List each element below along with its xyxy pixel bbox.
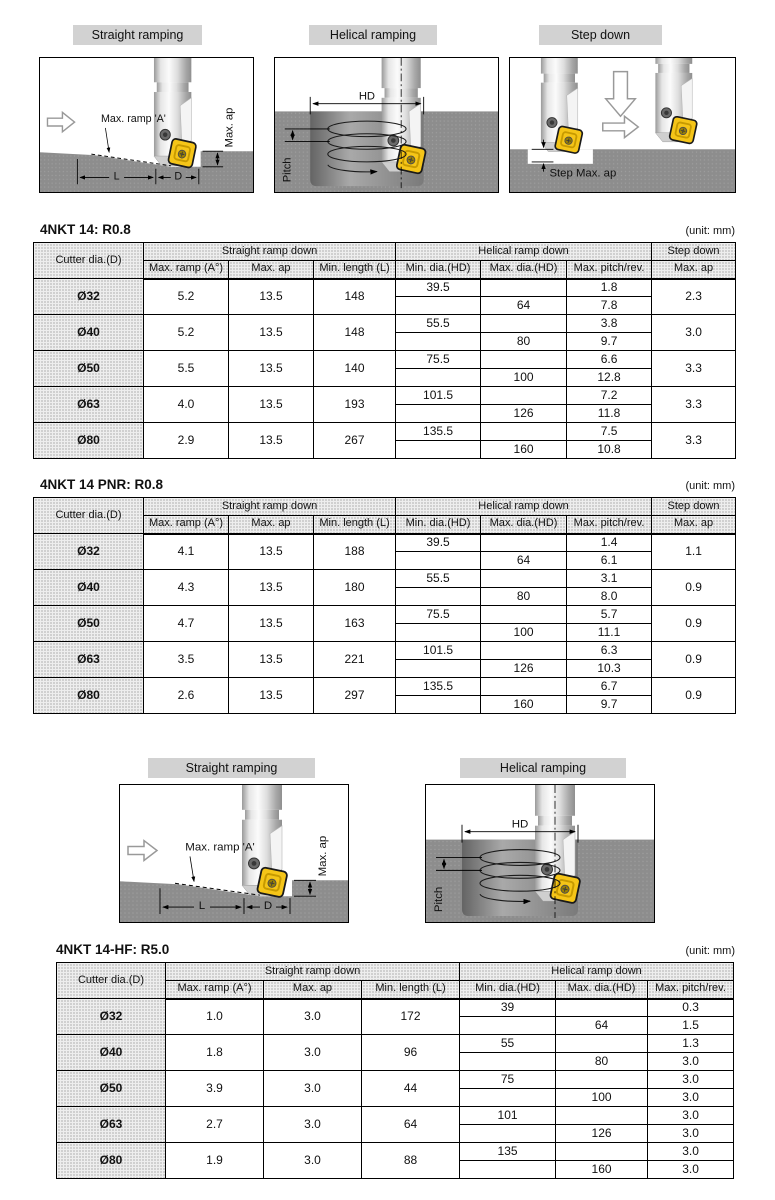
figure-label-helical-ramping <box>309 25 437 45</box>
figure-label-text: Step down <box>570 28 631 42</box>
max-ap-cell: 13.5 <box>229 534 314 570</box>
max-dia-cell: 80 <box>481 588 567 606</box>
col-header-cutter-dia: Cutter dia.(D) <box>57 963 166 999</box>
table2-title-row <box>40 477 735 492</box>
dim-label-L: L <box>198 900 206 913</box>
col-group-straight-ramp: Straight ramp down <box>144 243 396 261</box>
max-pitch-cell: 9.7 <box>567 696 652 714</box>
figure-label-text: Helical ramping <box>499 761 587 775</box>
step-max-ap-cell: 3.3 <box>652 423 736 459</box>
max-ramp-cell: 5.5 <box>144 351 229 387</box>
cutter-dia-cell: Ø32 <box>34 279 144 315</box>
table-row <box>57 1035 734 1053</box>
max-ap-cell: 13.5 <box>229 678 314 714</box>
figure-label-step-down <box>539 25 662 45</box>
table-row <box>57 1071 734 1089</box>
dim-label-max-ramp: Max. ramp 'A' <box>100 112 166 126</box>
max-ramp-cell: 4.0 <box>144 387 229 423</box>
min-length-cell: 221 <box>314 642 396 678</box>
max-pitch-cell: 6.6 <box>567 351 652 369</box>
max-ap-cell: 13.5 <box>229 351 314 387</box>
min-length-cell: 172 <box>362 999 460 1035</box>
straight-ramping-figure <box>39 57 254 193</box>
table-row <box>57 1107 734 1125</box>
spec-table <box>33 497 736 714</box>
min-dia-cell <box>460 1089 556 1107</box>
max-ramp-cell: 5.2 <box>144 315 229 351</box>
max-pitch-cell: 9.7 <box>567 333 652 351</box>
dim-label-pitch: Pitch <box>432 886 446 913</box>
max-ramp-cell: 4.1 <box>144 534 229 570</box>
cutter-dia-cell: Ø80 <box>34 423 144 459</box>
figure-label-helical-ramping-hf <box>460 758 626 778</box>
max-ap-cell: 3.0 <box>264 1143 362 1179</box>
max-pitch-cell: 3.0 <box>648 1143 734 1161</box>
cutter-dia-cell: Ø40 <box>34 570 144 606</box>
cutter-dia-cell: Ø40 <box>57 1035 166 1071</box>
max-pitch-cell: 10.3 <box>567 660 652 678</box>
min-length-cell: 188 <box>314 534 396 570</box>
table-title: 4NKT 14-HF: R5.0 <box>56 942 170 957</box>
max-dia-cell <box>481 534 567 552</box>
max-dia-cell: 160 <box>556 1161 648 1179</box>
min-dia-cell <box>460 1125 556 1143</box>
dim-label-L: L <box>113 170 120 183</box>
helical-ramping-figure <box>274 57 499 193</box>
min-dia-cell: 135.5 <box>396 678 481 696</box>
max-dia-cell: 126 <box>556 1125 648 1143</box>
col-group-straight-ramp: Straight ramp down <box>166 963 460 981</box>
max-pitch-cell: 1.3 <box>648 1035 734 1053</box>
max-pitch-cell: 5.7 <box>567 606 652 624</box>
min-length-cell: 140 <box>314 351 396 387</box>
max-dia-cell: 64 <box>556 1017 648 1035</box>
max-pitch-cell: 3.0 <box>648 1089 734 1107</box>
max-pitch-cell: 12.8 <box>567 369 652 387</box>
max-ramp-cell: 2.7 <box>166 1107 264 1143</box>
min-length-cell: 267 <box>314 423 396 459</box>
table-title: 4NKT 14: R0.8 <box>40 222 131 237</box>
max-pitch-cell: 0.3 <box>648 999 734 1017</box>
col-group-helical-ramp: Helical ramp down <box>396 243 652 261</box>
max-dia-cell: 64 <box>481 297 567 315</box>
table-row <box>34 315 736 333</box>
col-header-max-pitch: Max. pitch/rev. <box>648 981 734 999</box>
col-header-min-length: Min. length (L) <box>362 981 460 999</box>
col-header-max-ramp: Max. ramp (A°) <box>144 261 229 279</box>
max-pitch-cell: 7.8 <box>567 297 652 315</box>
table-row <box>57 999 734 1017</box>
table-row <box>34 387 736 405</box>
step-max-ap-cell: 3.0 <box>652 315 736 351</box>
max-dia-cell <box>481 279 567 297</box>
min-dia-cell <box>396 369 481 387</box>
min-dia-cell <box>396 297 481 315</box>
max-pitch-cell: 3.1 <box>567 570 652 588</box>
table-row <box>34 606 736 624</box>
min-length-cell: 148 <box>314 279 396 315</box>
max-pitch-cell: 3.0 <box>648 1071 734 1089</box>
max-pitch-cell: 11.8 <box>567 405 652 423</box>
max-dia-cell <box>556 1107 648 1125</box>
max-ramp-cell: 4.3 <box>144 570 229 606</box>
min-dia-cell <box>396 441 481 459</box>
step-max-ap-cell: 1.1 <box>652 534 736 570</box>
spec-table-4nkt14 <box>33 242 735 459</box>
col-header-max-ramp: Max. ramp (A°) <box>144 516 229 534</box>
max-ap-cell: 13.5 <box>229 315 314 351</box>
max-ap-cell: 3.0 <box>264 1107 362 1143</box>
table-row <box>34 279 736 297</box>
cutter-dia-cell: Ø40 <box>34 315 144 351</box>
max-ap-cell: 13.5 <box>229 606 314 642</box>
cutter-dia-cell: Ø80 <box>34 678 144 714</box>
max-pitch-cell: 10.8 <box>567 441 652 459</box>
cutter-step-art <box>510 58 735 192</box>
figure-label-text: Helical ramping <box>329 28 417 42</box>
max-pitch-cell: 8.0 <box>567 588 652 606</box>
min-dia-cell <box>396 660 481 678</box>
min-dia-cell: 101 <box>460 1107 556 1125</box>
step-max-ap-cell: 3.3 <box>652 387 736 423</box>
max-pitch-cell: 11.1 <box>567 624 652 642</box>
dim-label-max-ap: Max. ap <box>316 835 330 877</box>
dim-label-max-ap: Max. ap <box>223 107 236 148</box>
col-header-max-dia: Max. dia.(HD) <box>481 261 567 279</box>
min-dia-cell: 39.5 <box>396 534 481 552</box>
max-ramp-cell: 2.9 <box>144 423 229 459</box>
dim-label-D: D <box>174 170 183 183</box>
cutter-helix-art <box>426 785 654 922</box>
max-pitch-cell: 3.0 <box>648 1125 734 1143</box>
min-dia-cell: 75.5 <box>396 351 481 369</box>
max-ap-cell: 13.5 <box>229 279 314 315</box>
spec-table <box>56 962 734 1179</box>
dim-label-max-ramp: Max. ramp 'A' <box>185 841 255 854</box>
min-dia-cell <box>460 1017 556 1035</box>
max-pitch-cell: 3.8 <box>567 315 652 333</box>
min-length-cell: 96 <box>362 1035 460 1071</box>
max-dia-cell: 126 <box>481 405 567 423</box>
cutter-dia-cell: Ø32 <box>34 534 144 570</box>
min-length-cell: 148 <box>314 315 396 351</box>
step-max-ap-cell: 0.9 <box>652 642 736 678</box>
dim-label-HD: HD <box>358 90 376 103</box>
figure-label-text: Straight ramping <box>91 28 184 42</box>
dim-label-D: D <box>263 900 273 913</box>
table-row <box>34 570 736 588</box>
col-header-min-length: Min. length (L) <box>314 261 396 279</box>
max-dia-cell <box>481 387 567 405</box>
dim-label-step-max-ap: Step Max. ap <box>549 167 617 180</box>
table-title: 4NKT 14 PNR: R0.8 <box>40 477 164 492</box>
spec-table-4nkt14pnr <box>33 497 735 714</box>
max-dia-cell: 100 <box>556 1089 648 1107</box>
max-dia-cell: 80 <box>556 1053 648 1071</box>
col-header-min-dia: Min. dia.(HD) <box>460 981 556 999</box>
table-row <box>34 423 736 441</box>
table-row <box>34 351 736 369</box>
cutter-dia-cell: Ø50 <box>57 1071 166 1107</box>
max-dia-cell: 64 <box>481 552 567 570</box>
col-header-cutter-dia: Cutter dia.(D) <box>34 243 144 279</box>
max-ramp-cell: 2.6 <box>144 678 229 714</box>
max-dia-cell: 100 <box>481 369 567 387</box>
min-dia-cell: 55.5 <box>396 315 481 333</box>
max-dia-cell: 160 <box>481 696 567 714</box>
max-pitch-cell: 1.8 <box>567 279 652 297</box>
max-pitch-cell: 3.0 <box>648 1107 734 1125</box>
unit-label: (unit: mm) <box>685 945 735 957</box>
max-ramp-cell: 1.0 <box>166 999 264 1035</box>
cutter-dia-cell: Ø50 <box>34 606 144 642</box>
unit-label: (unit: mm) <box>685 225 735 237</box>
max-dia-cell <box>481 606 567 624</box>
max-ramp-cell: 1.8 <box>166 1035 264 1071</box>
min-dia-cell: 75.5 <box>396 606 481 624</box>
max-pitch-cell: 6.3 <box>567 642 652 660</box>
straight-ramping-diagram <box>40 58 253 192</box>
col-group-step-down: Step down <box>652 498 736 516</box>
min-dia-cell: 101.5 <box>396 642 481 660</box>
max-dia-cell <box>556 1035 648 1053</box>
min-dia-cell: 75 <box>460 1071 556 1089</box>
col-group-straight-ramp: Straight ramp down <box>144 498 396 516</box>
max-dia-cell: 80 <box>481 333 567 351</box>
min-length-cell: 193 <box>314 387 396 423</box>
max-dia-cell: 126 <box>481 660 567 678</box>
step-max-ap-cell: 0.9 <box>652 678 736 714</box>
min-dia-cell: 39.5 <box>396 279 481 297</box>
max-pitch-cell: 3.0 <box>648 1053 734 1071</box>
max-dia-cell <box>481 678 567 696</box>
col-group-helical-ramp: Helical ramp down <box>460 963 734 981</box>
max-dia-cell <box>481 315 567 333</box>
max-pitch-cell: 1.4 <box>567 534 652 552</box>
min-dia-cell: 135.5 <box>396 423 481 441</box>
cutter-dia-cell: Ø63 <box>57 1107 166 1143</box>
max-ramp-cell: 5.2 <box>144 279 229 315</box>
helical-ramping-diagram <box>426 785 654 922</box>
min-length-cell: 297 <box>314 678 396 714</box>
min-dia-cell <box>396 333 481 351</box>
col-header-max-dia: Max. dia.(HD) <box>556 981 648 999</box>
max-ramp-cell: 1.9 <box>166 1143 264 1179</box>
max-dia-cell: 100 <box>481 624 567 642</box>
max-pitch-cell: 6.1 <box>567 552 652 570</box>
straight-ramping-figure-hf <box>119 784 349 923</box>
max-dia-cell <box>481 642 567 660</box>
table-row <box>34 642 736 660</box>
max-ap-cell: 13.5 <box>229 642 314 678</box>
col-group-step-down: Step down <box>652 243 736 261</box>
col-header-min-dia: Min. dia.(HD) <box>396 261 481 279</box>
straight-ramping-diagram <box>120 785 348 922</box>
step-max-ap-cell: 2.3 <box>652 279 736 315</box>
min-length-cell: 163 <box>314 606 396 642</box>
max-ap-cell: 13.5 <box>229 570 314 606</box>
max-ramp-cell: 4.7 <box>144 606 229 642</box>
min-dia-cell <box>396 588 481 606</box>
min-dia-cell: 135 <box>460 1143 556 1161</box>
min-length-cell: 180 <box>314 570 396 606</box>
max-ap-cell: 13.5 <box>229 423 314 459</box>
cutter-dia-cell: Ø63 <box>34 387 144 423</box>
step-down-figure <box>509 57 736 193</box>
table-row <box>57 1143 734 1161</box>
col-header-max-ap: Max. ap <box>229 516 314 534</box>
col-header-max-pitch: Max. pitch/rev. <box>567 516 652 534</box>
cutter-dia-cell: Ø50 <box>34 351 144 387</box>
min-dia-cell: 39 <box>460 999 556 1017</box>
max-dia-cell <box>481 423 567 441</box>
max-ap-cell: 3.0 <box>264 1071 362 1107</box>
col-header-max-ap: Max. ap <box>229 261 314 279</box>
min-length-cell: 88 <box>362 1143 460 1179</box>
table-row <box>34 534 736 552</box>
min-dia-cell <box>460 1053 556 1071</box>
col-header-max-pitch: Max. pitch/rev. <box>567 261 652 279</box>
cutter-dia-cell: Ø32 <box>57 999 166 1035</box>
max-ramp-cell: 3.9 <box>166 1071 264 1107</box>
max-dia-cell <box>556 1143 648 1161</box>
dim-label-pitch: Pitch <box>281 157 294 183</box>
col-header-min-length: Min. length (L) <box>314 516 396 534</box>
min-dia-cell <box>396 624 481 642</box>
table1-title-row <box>40 222 735 237</box>
max-dia-cell: 160 <box>481 441 567 459</box>
figure-label-straight-ramping <box>73 25 202 45</box>
max-ap-cell: 3.0 <box>264 1035 362 1071</box>
step-down-diagram <box>510 58 735 192</box>
table-row <box>34 678 736 696</box>
max-pitch-cell: 7.5 <box>567 423 652 441</box>
col-header-max-ramp: Max. ramp (A°) <box>166 981 264 999</box>
max-pitch-cell: 1.5 <box>648 1017 734 1035</box>
figure-label-text: Straight ramping <box>185 761 278 775</box>
col-header-max-ap: Max. ap <box>264 981 362 999</box>
min-dia-cell <box>396 552 481 570</box>
min-length-cell: 64 <box>362 1107 460 1143</box>
cutter-dia-cell: Ø80 <box>57 1143 166 1179</box>
dim-label-HD: HD <box>511 818 529 831</box>
spec-table-4nkt14hf <box>56 962 733 1179</box>
min-length-cell: 44 <box>362 1071 460 1107</box>
step-max-ap-cell: 0.9 <box>652 606 736 642</box>
max-dia-cell <box>481 351 567 369</box>
cutter-helix-art <box>275 58 498 192</box>
col-header-step-max-ap: Max. ap <box>652 516 736 534</box>
figure-label-straight-ramping-hf <box>148 758 315 778</box>
max-pitch-cell: 3.0 <box>648 1161 734 1179</box>
col-header-step-max-ap: Max. ap <box>652 261 736 279</box>
step-max-ap-cell: 3.3 <box>652 351 736 387</box>
max-ramp-cell: 3.5 <box>144 642 229 678</box>
col-header-min-dia: Min. dia.(HD) <box>396 516 481 534</box>
col-group-helical-ramp: Helical ramp down <box>396 498 652 516</box>
max-ap-cell: 13.5 <box>229 387 314 423</box>
min-dia-cell <box>396 405 481 423</box>
helical-ramping-figure-hf <box>425 784 655 923</box>
unit-label: (unit: mm) <box>685 480 735 492</box>
max-ap-cell: 3.0 <box>264 999 362 1035</box>
max-dia-cell <box>481 570 567 588</box>
step-max-ap-cell: 0.9 <box>652 570 736 606</box>
spec-table <box>33 242 736 459</box>
min-dia-cell <box>460 1161 556 1179</box>
min-dia-cell: 101.5 <box>396 387 481 405</box>
helical-ramping-diagram <box>275 58 498 192</box>
min-dia-cell: 55 <box>460 1035 556 1053</box>
max-dia-cell <box>556 999 648 1017</box>
max-pitch-cell: 6.7 <box>567 678 652 696</box>
cutter-dia-cell: Ø63 <box>34 642 144 678</box>
col-header-cutter-dia: Cutter dia.(D) <box>34 498 144 534</box>
min-dia-cell <box>396 696 481 714</box>
table3-title-row <box>56 942 735 957</box>
max-pitch-cell: 7.2 <box>567 387 652 405</box>
max-dia-cell <box>556 1071 648 1089</box>
min-dia-cell: 55.5 <box>396 570 481 588</box>
col-header-max-dia: Max. dia.(HD) <box>481 516 567 534</box>
